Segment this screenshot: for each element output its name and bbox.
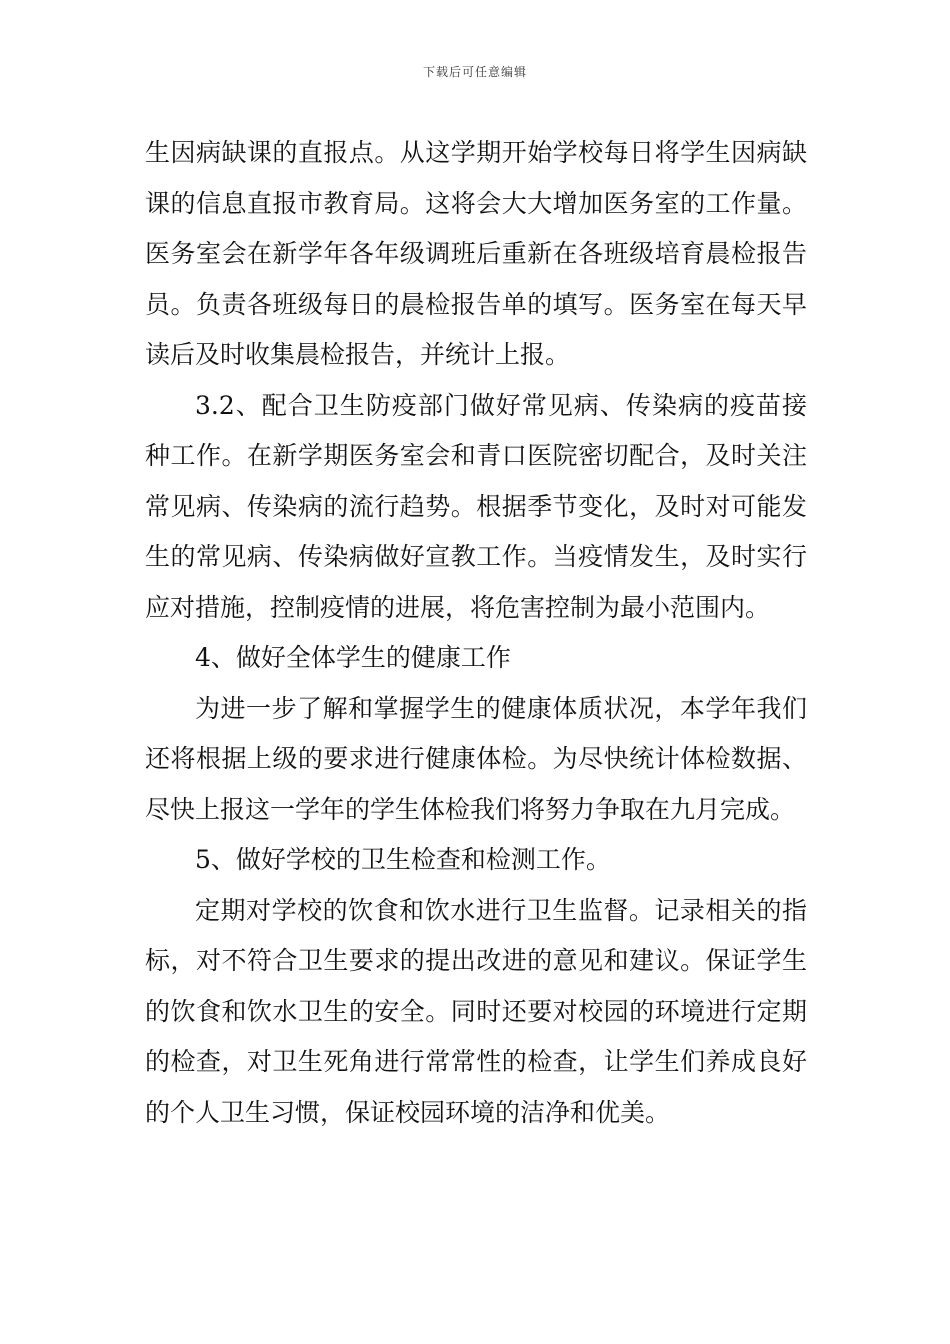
paragraph-continuation: 生因病缺课的直报点。从这学期开始学校每日将学生因病缺课的信息直报市教育局。这将会大大增加医务室的工作量。医务室会在新学年各年级调班后重新在各班级培育晨检报告员。负责各班级每日的晨检报告单的填写。医务室在每天早读后及时收集晨检报告，并统计上报。 — [145, 138, 807, 369]
section-heading-4: 4、做好全体学生的健康工作 — [195, 643, 511, 672]
paragraph-section-3-2: 3.2、配合卫生防疫部门做好常见病、传染病的疫苗接种工作。在新学期医务室会和青口医院密切配合，及时关注常见病、传染病的流行趋势。根据季节变化，及时对可能发生的常见病、传染病做好宣教工作。当疫情发生，及时实行应对措施，控制疫情的进展，将危害控制为最小范围内。 — [145, 390, 807, 622]
paragraph-hygiene-inspection: 定期对学校的饮食和饮水进行卫生监督。记录相关的指标，对不符合卫生要求的提出改进的意见和建议。保证学生的饮食和饮水卫生的安全。同时还要对校园的环境进行定期的检查，对卫生死角进行常常性的检查，让学生们养成良好的个人卫生习惯，保证校园环境的洁净和优美。 — [145, 895, 807, 1127]
paragraph-health-checkup: 为进一步了解和掌握学生的健康体质状况，本学年我们还将根据上级的要求进行健康体检。为尽快统计体检数据、尽快上报这一学年的学生体检我们将努力争取在九月完成。 — [145, 693, 807, 824]
section-heading-5: 5、做好学校的卫生检查和检测工作。 — [195, 845, 611, 874]
page-header: 下载后可任意编辑 — [422, 65, 527, 79]
document-body — [145, 128, 807, 1138]
